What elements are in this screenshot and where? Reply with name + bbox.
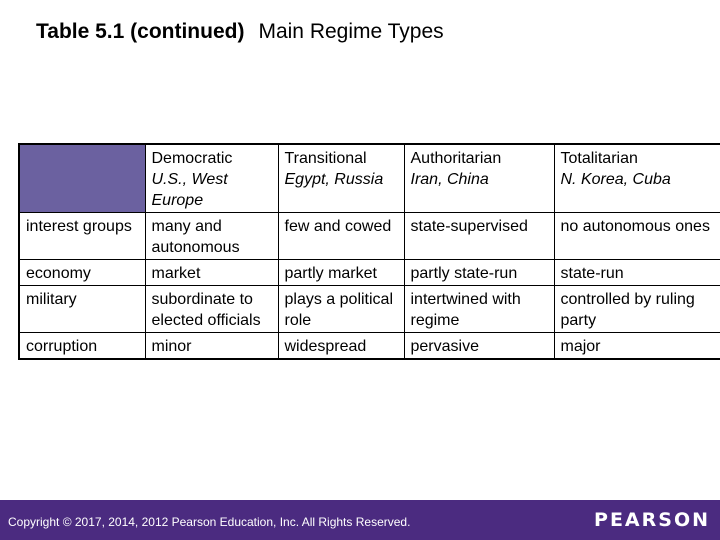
table-cell: major [554, 333, 720, 360]
table-cell: pervasive [404, 333, 554, 360]
footer-bar [0, 500, 720, 540]
table-cell: subordinate to elected officials [145, 286, 278, 333]
row-label: interest groups [19, 213, 145, 260]
table-cell: minor [145, 333, 278, 360]
slide-title [36, 20, 444, 44]
table-corner-cell [19, 144, 145, 213]
column-header-totalitarian [554, 144, 720, 213]
table-header-row [19, 144, 720, 213]
column-name: Authoritarian [410, 150, 502, 167]
column-header-democratic [145, 144, 278, 213]
row-label: economy [19, 260, 145, 286]
table-cell: widespread [278, 333, 404, 360]
column-name: Democratic [151, 150, 233, 167]
table-row [19, 286, 720, 333]
table-cell: state-run [554, 260, 720, 286]
table-cell: plays a political role [278, 286, 404, 333]
column-examples: Egypt, Russia [284, 171, 384, 188]
column-name: Transitional [284, 150, 367, 167]
table-cell: many and autonomous [145, 213, 278, 260]
row-label: corruption [19, 333, 145, 360]
table-cell: intertwined with regime [404, 286, 554, 333]
column-header-authoritarian [404, 144, 554, 213]
copyright-notice: Copyright © 2017, 2014, 2012 Pearson Education, Inc. All Rights Reserved. [8, 515, 411, 529]
column-examples: Iran, China [410, 171, 489, 188]
table-cell: partly market [278, 260, 404, 286]
slide-title-bold: Table 5.1 (continued) [36, 20, 245, 43]
regime-types-table [18, 143, 720, 360]
row-label: military [19, 286, 145, 333]
column-examples: U.S., West Europe [151, 171, 228, 209]
column-header-transitional [278, 144, 404, 213]
column-examples: N. Korea, Cuba [560, 171, 671, 188]
slide-title-rest: Main Regime Types [258, 20, 444, 43]
table-row [19, 260, 720, 286]
table-cell: no autonomous ones [554, 213, 720, 260]
table-row [19, 213, 720, 260]
table-cell: controlled by ruling party [554, 286, 720, 333]
table-row [19, 333, 720, 360]
table-cell: market [145, 260, 278, 286]
pearson-logo: PEARSON [594, 509, 710, 531]
column-name: Totalitarian [560, 150, 638, 167]
table-cell: state-supervised [404, 213, 554, 260]
table-cell: partly state-run [404, 260, 554, 286]
table-cell: few and cowed [278, 213, 404, 260]
